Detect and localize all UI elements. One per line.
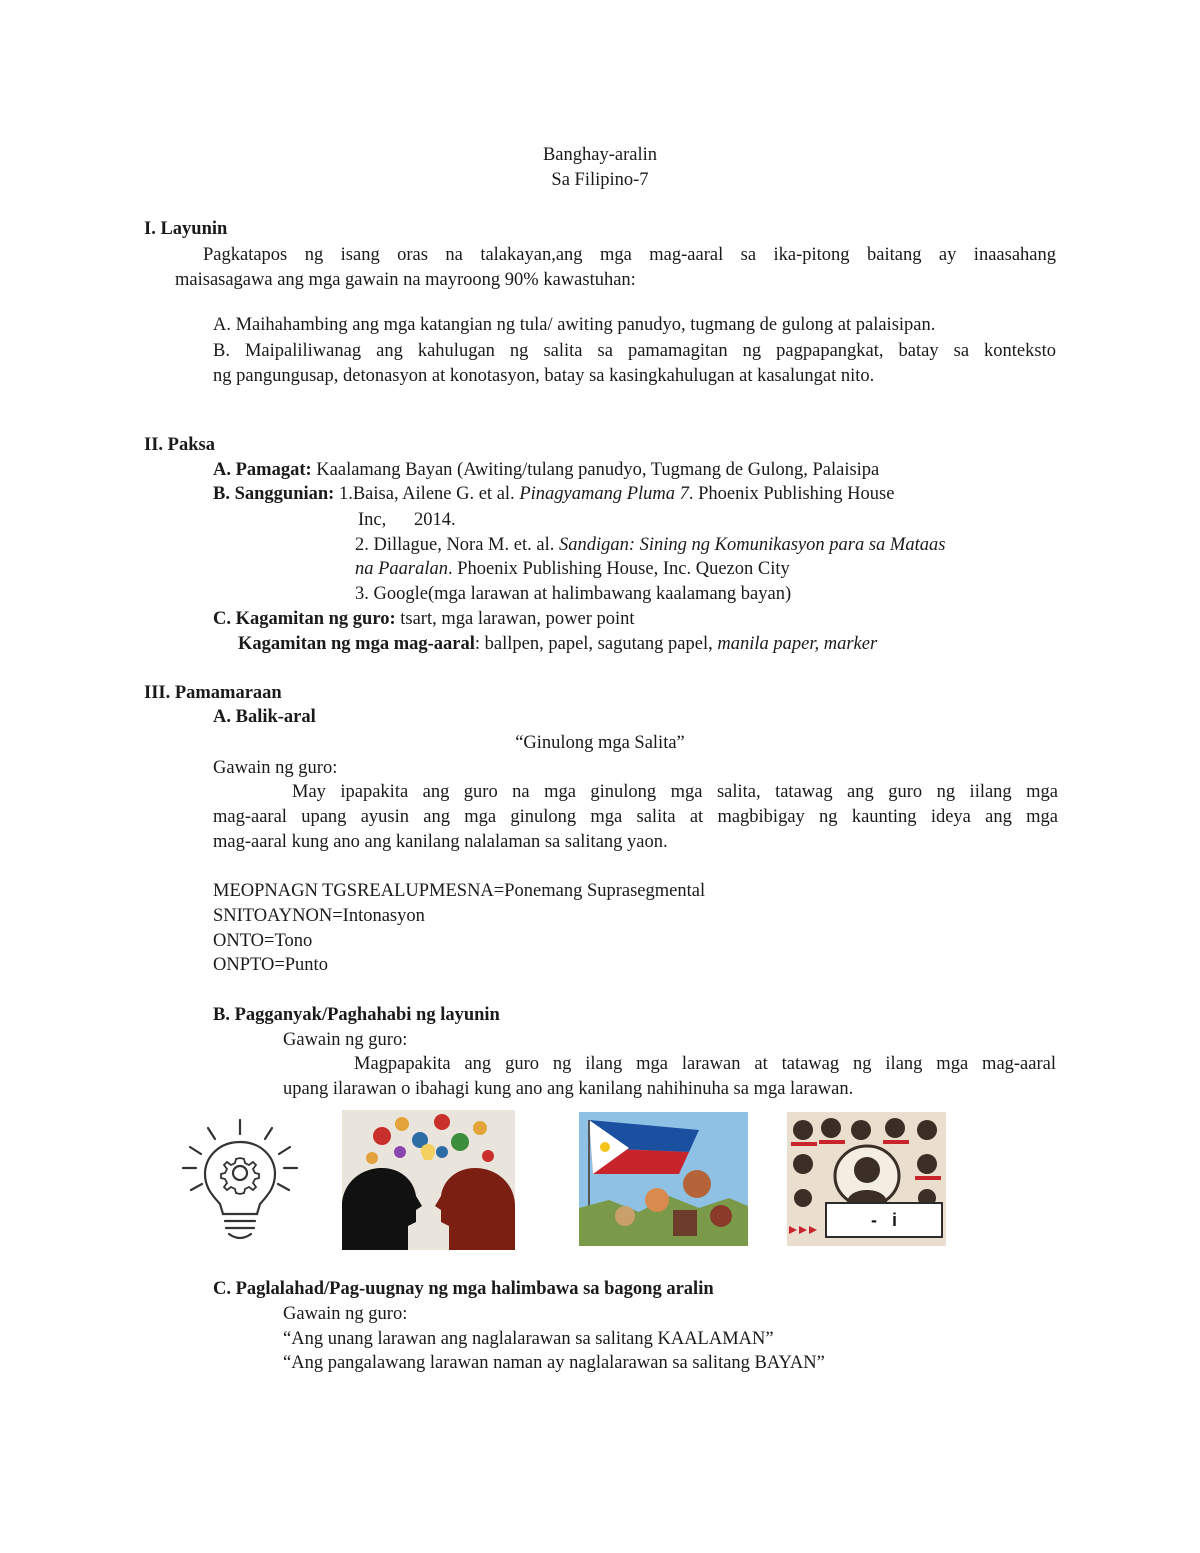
balik-aral-heading: A. Balik-aral: [213, 707, 316, 727]
ref2-line1: [355, 533, 945, 558]
paglalahad-line1: “Ang unang larawan ang naglalarawan sa salitang KAALAMAN”: [283, 1329, 774, 1349]
ref1-prefix: 1.Baisa, Ailene G. et al.: [334, 484, 520, 504]
pagganyak-line1: Magpapakita ang guro ng ilang mga larawan at tatawag ng ilang mga mag-aaral: [354, 1054, 1056, 1074]
kagamitan-guro-value: tsart, mga larawan, power point: [395, 609, 635, 629]
paglalahad-heading: C. Paglalahad/Pag-uugnay ng mga halimbawa sa bagong aralin: [213, 1279, 714, 1299]
lightbulb-gear-image: [163, 1110, 318, 1250]
pamagat-value: Kaalamang Bayan (Awiting/tulang panudyo, Tugmang de Gulong, Palaisipa: [311, 460, 880, 480]
paksa-pamagat: [213, 458, 879, 483]
ref2-title2: na Paaralan: [355, 559, 449, 579]
layunin-intro-line1: Pagkatapos ng isang oras na talakayan,ang mga mag-aaral sa ika-pitong baitang ay inaasahang: [203, 245, 1056, 265]
balik-aral-line3: mag-aaral kung ano ang kanilang nalalaman sa salitang yaon.: [213, 832, 668, 852]
pamagat-label: A. Pamagat:: [213, 460, 312, 480]
layunin-intro-line2: maisasagawa ang mga gawain na mayroong 90% kawastuhan:: [175, 270, 636, 290]
scrambled-word-1: MEOPNAGN TGSREALUPMESNA=Ponemang Suprasegmental: [213, 881, 706, 901]
paksa-sanggunian: [213, 482, 894, 507]
section-layunin-heading: I. Layunin: [144, 219, 228, 239]
ref3: 3. Google(mga larawan at halimbawang kaalamang bayan): [355, 584, 792, 604]
paglalahad-line2: “Ang pangalawang larawan naman ay naglalarawan sa salitang BAYAN”: [283, 1353, 825, 1373]
balik-aral-title: “Ginulong mga Salita”: [515, 733, 685, 753]
layunin-item-b-line2: ng pangungusap, detonasyon at konotasyon, batay sa kasingkahulugan at kasalungat nito.: [213, 366, 875, 386]
lightbulb-gear-icon: [163, 1110, 318, 1250]
document-title: Banghay-aralin: [542, 145, 658, 165]
balik-aral-line2: mag-aaral upang ayusin ang mga ginulong mga salita at magbibigay ng kaunting ideya ang mga: [213, 807, 1058, 827]
ref1-suffix: . Phoenix Publishing House: [688, 484, 895, 504]
scrambled-word-2: SNITOAYNON=Intonasyon: [213, 906, 425, 926]
balik-aral-gawain: Gawain ng guro:: [213, 758, 338, 778]
layunin-item-b-line1: B. Maipaliliwanag ang kahulugan ng salita sa pamamagitan ng pagpapangkat, batay sa konteksto: [213, 341, 1056, 361]
ref1-line2: Inc, 2014.: [358, 510, 456, 530]
heroes-collage-image: [787, 1112, 946, 1246]
kagamitan-mag-aaral: [238, 632, 877, 657]
scrambled-word-4: ONPTO=Punto: [213, 955, 328, 975]
ref1-title: Pinagyamang Pluma 7: [519, 484, 689, 504]
two-heads-icon: [342, 1110, 515, 1250]
pagganyak-gawain: Gawain ng guro:: [283, 1030, 408, 1050]
layunin-item-a: A. Maihahambing ang mga katangian ng tula/ awiting panudyo, tugmang de gulong at palaisipan.: [213, 315, 936, 335]
kagamitan-mag-value: : ballpen, papel, sagutang papel,: [474, 634, 718, 654]
heads-thinking-image: [342, 1110, 515, 1250]
pagganyak-heading: B. Pagganyak/Paghahabi ng layunin: [213, 1005, 500, 1025]
kagamitan-mag-italic: manila paper, marker: [717, 634, 878, 654]
kagamitan-mag-label: Kagamitan ng mga mag-aaral: [238, 634, 475, 654]
ref2-title1: Sandigan: Sining ng Komunikasyon para sa Mataas: [558, 535, 946, 555]
ref2-prefix: 2. Dillague, Nora M. et. al.: [355, 535, 559, 555]
philippine-culture-image: [579, 1112, 748, 1246]
document-subtitle: Sa Filipino-7: [551, 170, 649, 190]
kagamitan-guro: [213, 607, 635, 632]
paglalahad-gawain: Gawain ng guro:: [283, 1304, 408, 1324]
ref2-suffix: . Phoenix Publishing House, Inc. Quezon City: [448, 559, 790, 579]
philippine-flag-icon: [579, 1112, 748, 1246]
pagganyak-line2: upang ilarawan o ibahagi kung ano ang kanilang nahihinuha sa mga larawan.: [283, 1079, 854, 1099]
sanggunian-label: B. Sanggunian:: [213, 484, 335, 504]
image-caption-box: - i: [825, 1202, 943, 1238]
kagamitan-guro-label: C. Kagamitan ng guro:: [213, 609, 396, 629]
balik-aral-line1: May ipapakita ang guro na mga ginulong mga salita, tatawag ang guro ng iilang mga: [292, 782, 1058, 802]
section-pamamaraan-heading: III. Pamamaraan: [144, 683, 282, 703]
ref2-line2: [355, 557, 790, 582]
scrambled-word-3: ONTO=Tono: [213, 931, 313, 951]
section-paksa-heading: II. Paksa: [144, 435, 215, 455]
